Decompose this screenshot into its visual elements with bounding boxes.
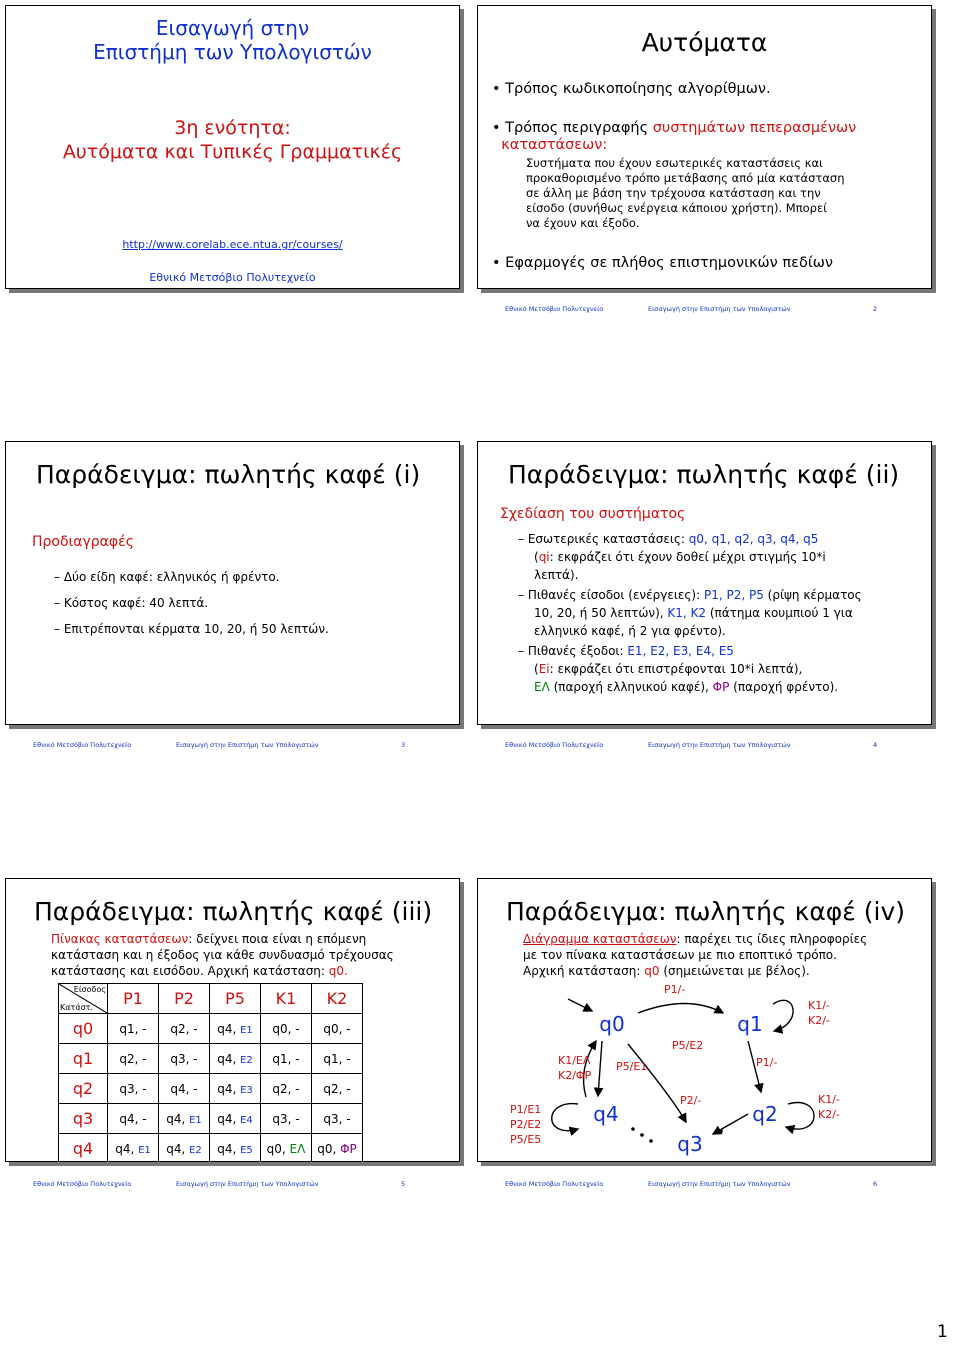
slide-coffee-i bbox=[5, 441, 460, 725]
footer-course: Εισαγωγή στην Επιστήμη των Υπολογιστών bbox=[648, 741, 791, 749]
slide-title bbox=[5, 5, 460, 289]
edge-label: P1/E1 bbox=[510, 1103, 542, 1116]
edge-q2-q3 bbox=[713, 1114, 748, 1134]
table-row: q4 q4, E1 q4, E2 q4, E5 q0, ΕΛ q0, ΦΡ bbox=[59, 1134, 363, 1163]
edge-label: P2/- bbox=[680, 1094, 702, 1107]
footer-page: 6 bbox=[873, 1180, 878, 1188]
column-header: K2 bbox=[312, 984, 363, 1014]
footer-page: 5 bbox=[401, 1180, 406, 1188]
design-list: – Εσωτερικές καταστάσεις: q0, q1, q2, q3, q4, q5 (qi: εκφράζει ότι έχουν δοθεί μέχρι στιγμής 10*i λεπτά). – Πιθανές είσοδοι (ενέργειες): P1, P2, P5 (ρίψη κέρματος 10, 20, ή 50 λεπτών), K1, K2 (πάτημα κουμπιού 1 για ελληνικό καφέ, ή 2 για φρέντο). – Πιθανές έξοδοι: E1, E2, E3, E4, E5 (Ei: εκφράζει ότι επιστρέφονται 10*i λεπτά), ΕΛ (παροχή ελληνικού καφέ), ΦΡ (παροχή φρέντο). bbox=[518, 532, 862, 694]
state-table bbox=[58, 983, 363, 1162]
edge-label: K2/- bbox=[818, 1108, 840, 1121]
slide-title-coffee-iv: Παράδειγμα: πωλητής καφέ (iv) bbox=[506, 897, 905, 926]
list-item: – Πιθανές έξοδοι: E1, E2, E3, E4, E5 bbox=[518, 644, 734, 658]
initial-arrow bbox=[568, 999, 592, 1011]
state-diagram bbox=[478, 979, 931, 1161]
edge-label: K2/- bbox=[808, 1014, 830, 1027]
bullet-description: Συστήματα που έχουν εσωτερικές καταστάσεις και προκαθορισμένο τρόπο μετάβασης από μία κατάσταση σε άλλη με βάση την τρέχουσα κατάσταση και την είσοδο (συνήθως ενέργεια κάποιου χρήστη). Μπορεί να έχουν και έξοδο. bbox=[526, 156, 845, 230]
spec-list bbox=[54, 564, 329, 642]
column-header: P1 bbox=[108, 984, 159, 1014]
table-row: q2 q3, - q4, - q4, E3 q2, - q2, - bbox=[59, 1074, 363, 1104]
slide-coffee-iii bbox=[5, 878, 460, 1162]
list-item: – Εσωτερικές καταστάσεις: q0, q1, q2, q3, q4, q5 bbox=[518, 532, 819, 546]
footer-institution: Εθνικό Μετσόβιο Πολυτεχνείο bbox=[33, 1180, 132, 1188]
slide-title-automata: Αυτόματα bbox=[641, 28, 768, 57]
footer-page: 4 bbox=[873, 741, 878, 749]
edge-label: K2/ΦΡ bbox=[558, 1069, 592, 1082]
slide-coffee-ii bbox=[477, 441, 932, 725]
state-q2: q2 bbox=[752, 1102, 778, 1126]
unit-subtitle: 3η ενότητα: Αυτόματα και Τυπικές Γραμματικές bbox=[62, 117, 403, 163]
edge-label: K1/- bbox=[818, 1093, 840, 1106]
footer-institution: Εθνικό Μετσόβιο Πολυτεχνείο bbox=[505, 1180, 604, 1188]
slide-coffee-iv bbox=[477, 878, 932, 1162]
list-item: – Δύο είδη καφέ: ελληνικός ή φρέντο. bbox=[54, 570, 280, 584]
edge-label: P5/E2 bbox=[672, 1039, 704, 1052]
dotted-connector bbox=[719, 1129, 723, 1133]
bullet-item: • Τρόπος περιγραφής συστημάτων πεπερασμένων καταστάσεων: bbox=[492, 120, 857, 153]
institution: Εθνικό Μετσόβιο Πολυτεχνείο bbox=[149, 271, 316, 284]
footer-institution: Εθνικό Μετσόβιο Πολυτεχνείο bbox=[505, 741, 604, 749]
state-q1: q1 bbox=[737, 1012, 763, 1036]
column-header: K1 bbox=[261, 984, 312, 1014]
edge-label: P5/E5 bbox=[510, 1133, 542, 1146]
footer-course: Εισαγωγή στην Επιστήμη των Υπολογιστών bbox=[648, 305, 791, 313]
spec-heading: Προδιαγραφές bbox=[32, 534, 134, 550]
edge-q2-self bbox=[786, 1103, 814, 1130]
course-url[interactable]: http://www.corelab.ece.ntua.gr/courses/ bbox=[122, 238, 343, 251]
edge-q0-q1 bbox=[638, 1004, 723, 1014]
slide-automata bbox=[477, 5, 932, 289]
edge-label: K1/- bbox=[808, 999, 830, 1012]
footer-course: Εισαγωγή στην Επιστήμη των Υπολογιστών bbox=[176, 1180, 319, 1188]
edge-q0-q4 bbox=[598, 1041, 602, 1096]
dotted-connector bbox=[631, 1127, 653, 1143]
slide-title-coffee-iii: Παράδειγμα: πωλητής καφέ (iii) bbox=[34, 897, 433, 926]
edge-q1-self bbox=[773, 1000, 793, 1031]
column-header: P5 bbox=[210, 984, 261, 1014]
footer-institution: Εθνικό Μετσόβιο Πολυτεχνείο bbox=[505, 305, 604, 313]
bullet-item: • Τρόπος κωδικοποίησης αλγορίθμων. bbox=[492, 81, 771, 97]
table-row: q3 q4, - q4, E1 q4, E4 q3, - q3, - bbox=[59, 1104, 363, 1134]
list-item: – Επιτρέπονται κέρματα 10, 20, ή 50 λεπτών. bbox=[54, 622, 329, 636]
edge-label: P1/- bbox=[756, 1056, 778, 1069]
footer-course: Εισαγωγή στην Επιστήμη των Υπολογιστών bbox=[648, 1180, 791, 1188]
list-item: – Πιθανές είσοδοι (ενέργειες): P1, P2, P5 (ρίψη κέρματος bbox=[518, 588, 862, 602]
edge-label: P1/- bbox=[664, 983, 686, 996]
footer-course: Εισαγωγή στην Επιστήμη των Υπολογιστών bbox=[176, 741, 319, 749]
edge-q0-q3 bbox=[628, 1044, 686, 1122]
state-q0: q0 bbox=[599, 1012, 625, 1036]
course-title: Εισαγωγή στην Επιστήμη των Υπολογιστών bbox=[93, 16, 372, 64]
bullet-item: • Εφαρμογές σε πλήθος επιστημονικών πεδίων bbox=[492, 255, 833, 271]
table-corner: Είσοδος Κατάστ. bbox=[60, 985, 106, 1012]
slide-title-coffee-i: Παράδειγμα: πωλητής καφέ (i) bbox=[36, 460, 421, 489]
state-q4: q4 bbox=[593, 1102, 619, 1126]
diagram-description: Διάγραμμα καταστάσεων: παρέχει τις ίδιες πληροφορίες με τον πίνακα καταστάσεων με πιο εποπτικό τρόπο. Αρχική κατάσταση: q0 (σημειώνεται με βέλος). bbox=[523, 932, 868, 978]
footer-institution: Εθνικό Μετσόβιο Πολυτεχνείο bbox=[33, 741, 132, 749]
edge-q4-self bbox=[552, 1104, 578, 1131]
table-row: q1 q2, - q3, - q4, E2 q1, - q1, - bbox=[59, 1044, 363, 1074]
edge-label: P2/E2 bbox=[510, 1118, 542, 1131]
footer-page: 2 bbox=[873, 305, 878, 313]
slide-title-coffee-ii: Παράδειγμα: πωλητής καφέ (ii) bbox=[508, 460, 900, 489]
edge-label: K1/ΕΛ bbox=[558, 1054, 591, 1067]
page-number: 1 bbox=[937, 1322, 948, 1342]
edge-label: P5/E1 bbox=[616, 1060, 648, 1073]
design-heading: Σχεδίαση του συστήματος bbox=[500, 506, 686, 522]
column-header: P2 bbox=[159, 984, 210, 1014]
state-q3: q3 bbox=[677, 1132, 703, 1156]
list-item: – Κόστος καφέ: 40 λεπτά. bbox=[54, 596, 209, 610]
table-description: Πίνακας καταστάσεων: δείχνει ποια είναι η επόμενη κατάσταση και η έξοδος για κάθε συνδυασμό τρέχουσας κατάστασης και εισόδου. Αρχική κατάσταση: q0. bbox=[51, 932, 394, 978]
footer-page: 3 bbox=[401, 741, 406, 749]
table-row: q0 q1, - q2, - q4, E1 q0, - q0, - bbox=[59, 1014, 363, 1044]
